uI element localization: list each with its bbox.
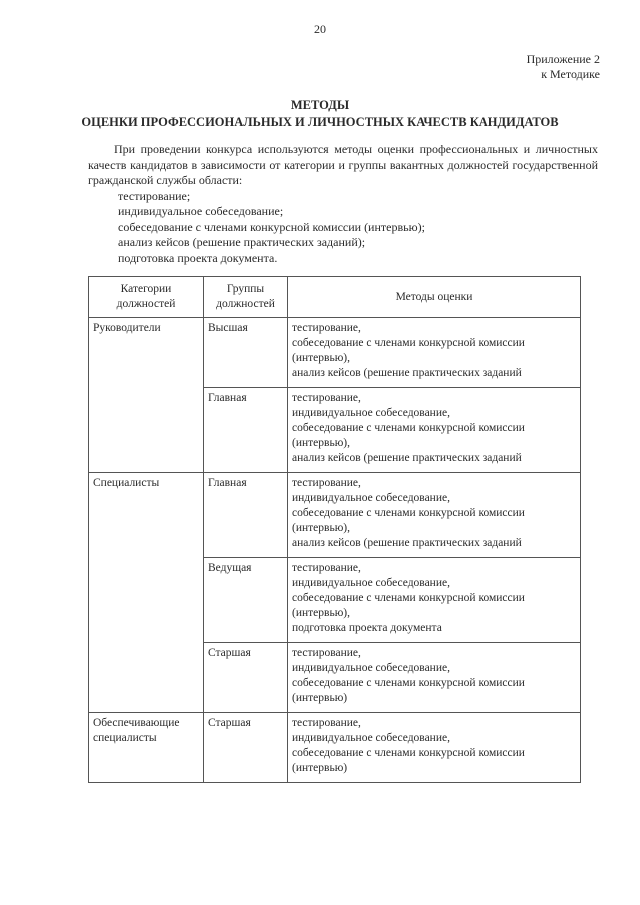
method-line: собеседование с членами конкурсной комиссии (292, 592, 525, 604)
method-line: тестирование, (292, 717, 361, 729)
header-category: Категории должностей (89, 277, 204, 318)
appendix-line-2: к Методике (541, 67, 600, 81)
methods-cell (288, 473, 581, 558)
appendix-label (527, 52, 600, 82)
category-cell: Специалисты (89, 473, 204, 713)
method-line: собеседование с членами конкурсной комиссии (292, 337, 525, 349)
methods-cell (288, 318, 581, 388)
method-line: индивидуальное собеседование, (292, 732, 450, 744)
method-line: анализ кейсов (решение практических заданий (292, 537, 522, 549)
method-line: индивидуальное собеседование, (292, 407, 450, 419)
group-cell: Главная (204, 388, 288, 473)
group-cell: Главная (204, 473, 288, 558)
group-cell: Ведущая (204, 558, 288, 643)
method-line: анализ кейсов (решение практических заданий (292, 452, 522, 464)
header-methods: Методы оценки (288, 277, 581, 318)
methods-cell (288, 388, 581, 473)
document-title (0, 97, 640, 131)
table-header-row (89, 277, 581, 318)
method-line: собеседование с членами конкурсной комиссии (292, 507, 525, 519)
method-line: (интервью), (292, 437, 350, 449)
method-line: индивидуальное собеседование, (292, 492, 450, 504)
intro-list-item: тестирование; (118, 188, 191, 203)
group-cell: Высшая (204, 318, 288, 388)
intro-text (88, 142, 598, 266)
category-cell: Обеспечивающие специалисты (89, 713, 204, 783)
table-row (89, 713, 581, 783)
intro-paragraph: При проведении конкурса используются методы оценки профессиональных и личностных качеств кандидатов в зависимости от категории и группы вакантных должностей государственной гражданской службы области: (88, 142, 598, 187)
method-line: подготовка проекта документа (292, 622, 442, 634)
method-line: индивидуальное собеседование, (292, 662, 450, 674)
title-line-2: ОЦЕНКИ ПРОФЕССИОНАЛЬНЫХ И ЛИЧНОСТНЫХ КАЧЕСТВ КАНДИДАТОВ (81, 115, 559, 129)
method-line: тестирование, (292, 562, 361, 574)
methods-cell (288, 558, 581, 643)
intro-list-item: анализ кейсов (решение практических заданий); (118, 235, 366, 249)
table-row (89, 318, 581, 388)
method-line: (интервью) (292, 762, 348, 774)
method-line: тестирование, (292, 477, 361, 489)
method-line: тестирование, (292, 392, 361, 404)
appendix-line-1: Приложение 2 (526, 52, 600, 66)
table-row (89, 473, 581, 558)
method-line: собеседование с членами конкурсной комиссии (292, 747, 525, 759)
intro-list-item: собеседование с членами конкурсной комиссии (интервью); (118, 219, 425, 234)
methods-table (88, 276, 581, 783)
methods-cell (288, 713, 581, 783)
method-line: тестирование, (292, 647, 361, 659)
group-cell: Старшая (204, 713, 288, 783)
intro-list-item: подготовка проекта документа. (118, 250, 278, 265)
category-cell: Руководители (89, 318, 204, 473)
method-line: (интервью), (292, 522, 350, 534)
method-line: собеседование с членами конкурсной комиссии (292, 422, 525, 434)
intro-list-item: индивидуальное собеседование; (118, 204, 284, 218)
method-line: (интервью), (292, 352, 350, 364)
page-number: 20 (314, 22, 326, 36)
method-line: (интервью) (292, 692, 348, 704)
methods-cell (288, 643, 581, 713)
method-line: тестирование, (292, 322, 361, 334)
method-line: (интервью), (292, 607, 350, 619)
method-line: анализ кейсов (решение практических заданий (292, 367, 522, 379)
method-line: индивидуальное собеседование, (292, 577, 450, 589)
group-cell: Старшая (204, 643, 288, 713)
method-line: собеседование с членами конкурсной комиссии (292, 677, 525, 689)
title-line-1: МЕТОДЫ (290, 98, 350, 112)
header-group: Группы должностей (204, 277, 288, 318)
